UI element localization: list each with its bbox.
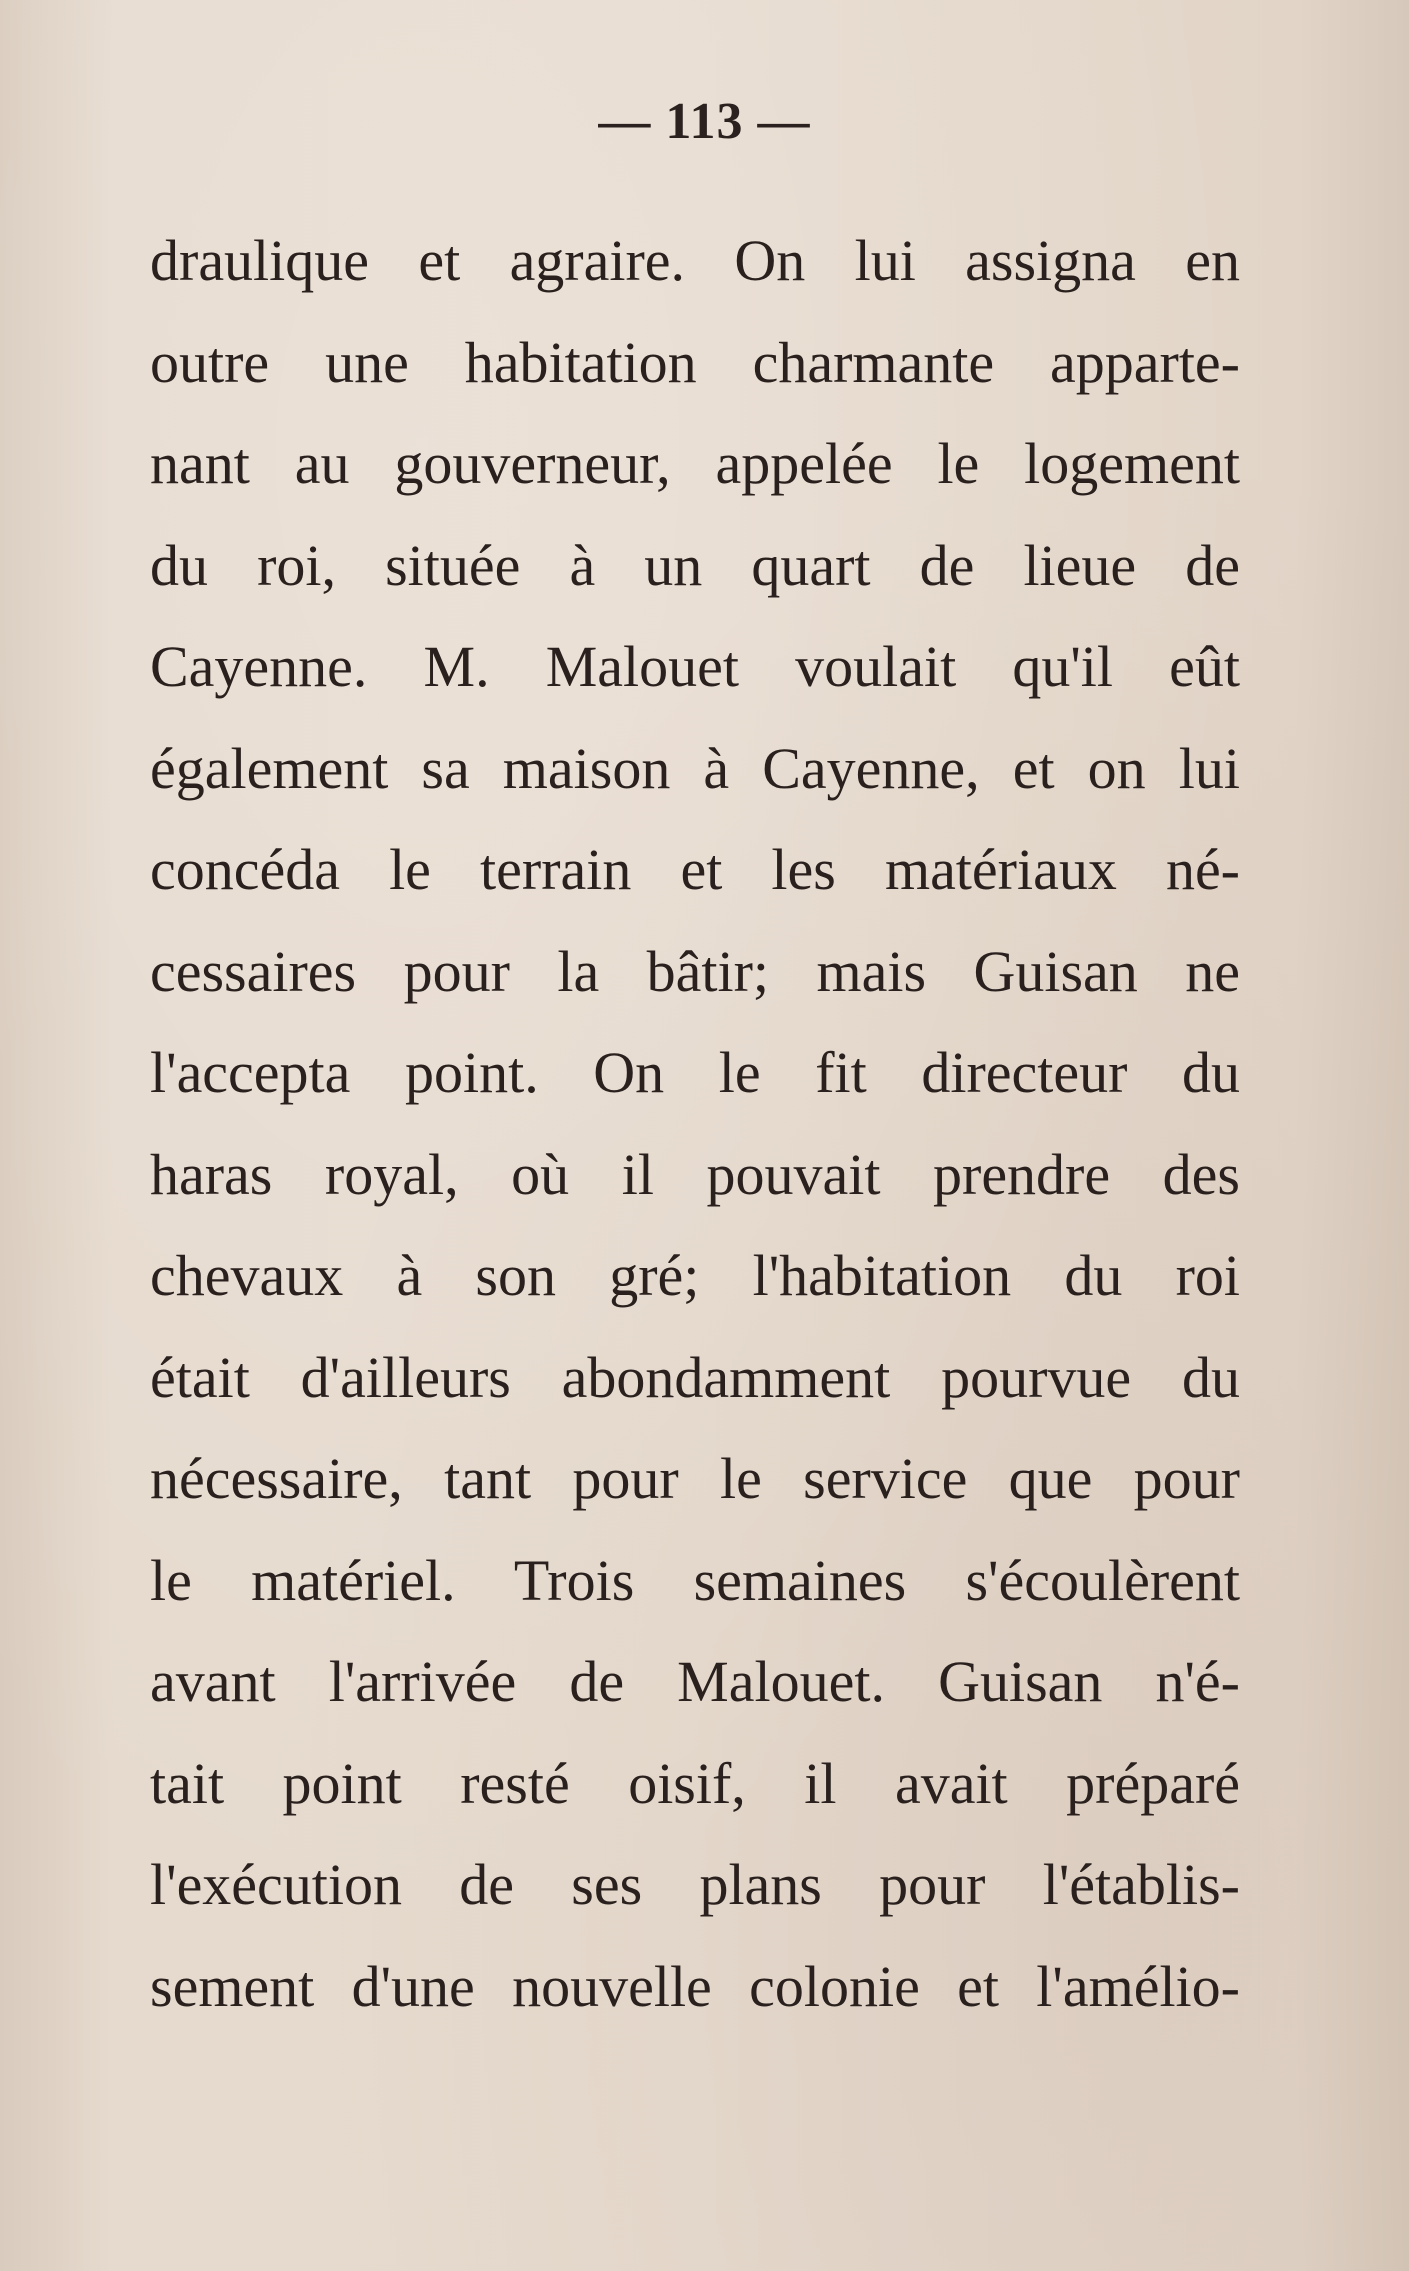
text-line: Cayenne. M. Malouet voulait qu'il eût: [150, 634, 1240, 699]
text-line: sement d'une nouvelle colonie et l'amélio-: [150, 1953, 1240, 2019]
text-line: cessaires pour la bâtir; mais Guisan ne: [150, 938, 1240, 1004]
body-text: [150, 210, 1240, 2037]
page-number: — 113 —: [598, 93, 811, 150]
text-line: chevaux à son gré; l'habitation du roi: [150, 1243, 1240, 1308]
text-line: nant au gouverneur, appelée le logement: [150, 431, 1240, 496]
text-line: l'accepta point. On le fit directeur du: [150, 1040, 1240, 1105]
text-line: également sa maison à Cayenne, et on lui: [150, 735, 1240, 801]
text-line: le matériel. Trois semaines s'écoulèrent: [150, 1547, 1240, 1613]
text-line: avant l'arrivée de Malouet. Guisan n'é-: [150, 1649, 1240, 1714]
text-line: était d'ailleurs abondamment pourvue du: [150, 1344, 1240, 1410]
text-line: outre une habitation charmante apparte-: [150, 329, 1240, 395]
text-line: concéda le terrain et les matériaux né-: [150, 837, 1240, 902]
text-line: du roi, située à un quart de lieue de: [150, 532, 1240, 598]
text-line: haras royal, où il pouvait prendre des: [150, 1141, 1240, 1207]
text-line: tait point resté oisif, il avait préparé: [150, 1750, 1240, 1816]
text-line: l'exécution de ses plans pour l'établis-: [150, 1852, 1240, 1917]
text-line: draulique et agraire. On lui assigna en: [150, 228, 1240, 293]
text-line: nécessaire, tant pour le service que pour: [150, 1446, 1240, 1511]
